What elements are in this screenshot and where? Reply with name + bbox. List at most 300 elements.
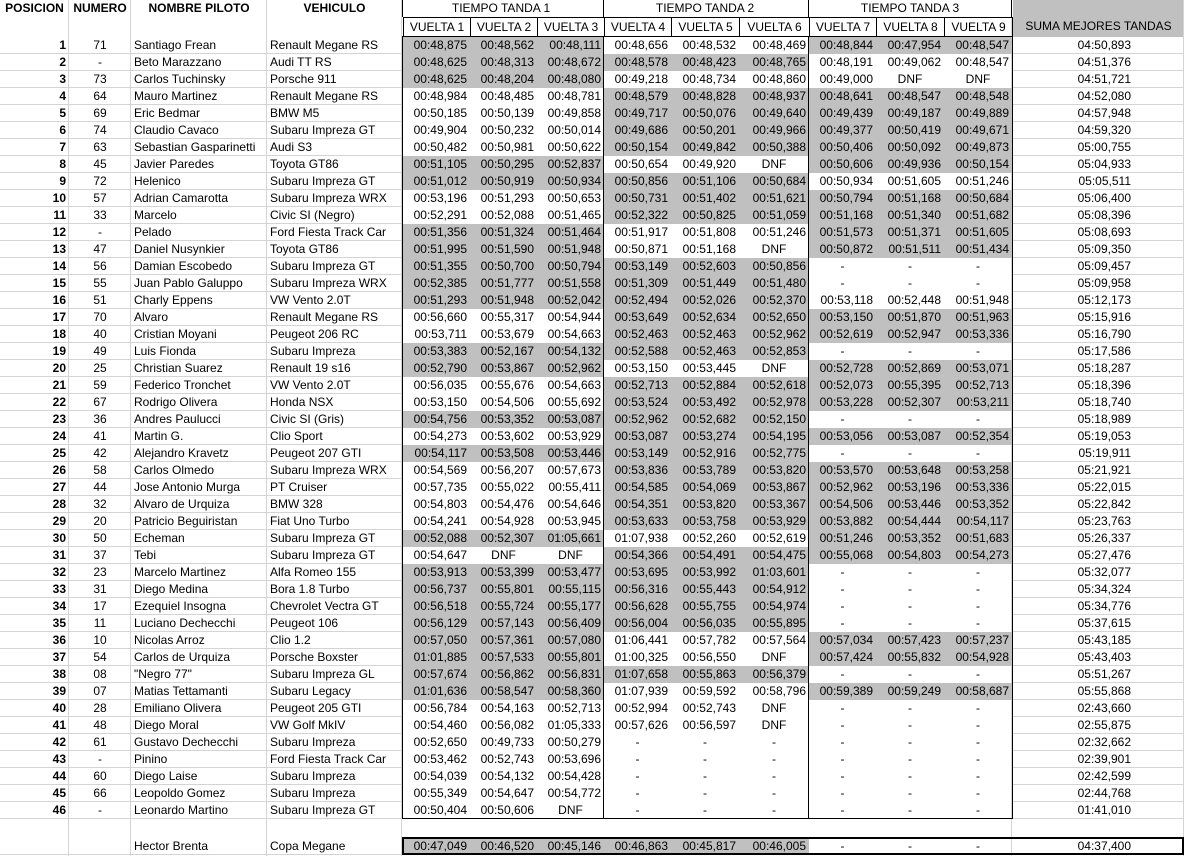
lap-time-cell: 00:52,962	[604, 411, 671, 428]
sum-best-cell: 05:22,015	[1077, 480, 1131, 494]
lap-time-cell: 00:51,464	[537, 224, 604, 241]
driver-name-cell: Beto Marazzano	[134, 55, 222, 69]
header-tanda-1: TIEMPO TANDA 1	[451, 1, 551, 15]
lap-time-cell: 00:53,820	[739, 462, 809, 479]
lap-time-cell: 00:53,789	[671, 462, 739, 479]
lap-time-cell: 00:51,356	[403, 224, 470, 241]
lap-time-cell: -	[772, 752, 776, 766]
number-cell: 55	[93, 276, 107, 290]
number-cell: 67	[93, 395, 107, 409]
number-cell: 07	[93, 684, 107, 698]
lap-time-cell: -	[976, 582, 980, 596]
lap-time-cell: -	[976, 769, 980, 783]
lap-time-cell: 00:50,185	[413, 106, 467, 120]
lap-time-cell: 00:52,650	[739, 309, 809, 326]
lap-time-cell: 00:53,367	[739, 496, 809, 513]
position-cell: 28	[52, 497, 66, 511]
header-numero: NUMERO	[73, 1, 127, 15]
lap-time-cell: 00:54,428	[547, 769, 601, 783]
lap-time-cell: 00:48,844	[809, 37, 876, 54]
lap-time-cell: 00:51,573	[809, 224, 876, 241]
lap-time-cell: 00:51,012	[403, 173, 470, 190]
position-cell: 5	[59, 106, 66, 120]
lap-time-cell: 00:49,062	[887, 55, 941, 69]
lap-time-cell: DNF	[558, 548, 583, 562]
sum-best-cell: 05:32,077	[1077, 565, 1131, 579]
header-vuelta-2: VUELTA 2	[470, 17, 538, 37]
lap-time-cell: 00:50,872	[809, 241, 876, 258]
lap-time-cell: 00:48,579	[604, 88, 671, 105]
number-cell: 08	[93, 667, 107, 681]
lap-time-cell: 00:48,548	[944, 88, 1012, 105]
lap-time-cell: -	[703, 735, 707, 749]
lap-time-cell: DNF	[761, 718, 787, 732]
lap-time-cell: 00:48,204	[470, 71, 537, 88]
position-cell: 33	[52, 582, 66, 596]
sum-best-cell: 05:08,693	[1077, 225, 1131, 239]
lap-time-cell: 00:53,211	[944, 394, 1012, 411]
driver-name-cell: Martin G.	[134, 429, 184, 443]
lap-time-cell: 00:53,711	[414, 327, 467, 341]
lap-time-cell: 00:51,324	[470, 224, 537, 241]
lap-time-cell: 00:48,578	[604, 54, 671, 71]
lap-time-cell: 01:06,441	[614, 633, 668, 647]
lap-time-cell: 00:49,686	[604, 122, 671, 139]
vehicle-cell: Renault 19 s16	[270, 361, 351, 375]
position-cell: 20	[52, 361, 66, 375]
number-cell: 44	[93, 480, 107, 494]
number-cell: 71	[93, 38, 107, 52]
lap-time-cell: 00:54,928	[480, 514, 534, 528]
lap-time-cell: 00:53,945	[547, 514, 601, 528]
lap-time-cell: -	[908, 769, 912, 783]
lap-time-cell: 00:48,423	[671, 54, 739, 71]
lap-time-cell: 00:51,246	[809, 530, 876, 547]
lap-time-cell: 00:53,336	[944, 479, 1012, 496]
lap-time-cell: 00:52,728	[809, 360, 876, 377]
vehicle-cell: VW Golf MkIV	[270, 718, 346, 732]
lap-time-cell: -	[908, 565, 912, 579]
lap-time-cell: 00:53,649	[604, 309, 671, 326]
vehicle-cell: Subaru Impreza GL	[270, 667, 375, 681]
lap-time-cell: 00:56,129	[403, 615, 470, 632]
lap-time-cell: -	[908, 616, 912, 630]
lap-time-cell: 00:52,962	[809, 479, 876, 496]
vehicle-cell: Alfa Romeo 155	[270, 565, 357, 579]
lap-time-cell: 00:53,150	[809, 309, 876, 326]
header-vuelta-6: VUELTA 6	[739, 17, 810, 37]
position-cell: 36	[52, 633, 66, 647]
lap-time-cell: -	[840, 412, 845, 426]
lap-time-cell: 00:54,646	[547, 497, 601, 511]
position-cell: 2	[59, 55, 66, 69]
lap-time-cell: 00:52,307	[876, 394, 944, 411]
lap-time-cell: 00:52,619	[752, 531, 806, 545]
vehicle-cell: Subaru Impreza WRX	[270, 276, 387, 290]
lap-time-cell: 00:48,547	[944, 37, 1012, 54]
lap-time-cell: 00:54,039	[413, 769, 467, 783]
lap-time-cell: 00:50,794	[537, 258, 604, 275]
sum-best-cell: 05:09,457	[1077, 259, 1131, 273]
lap-time-cell: 00:50,794	[809, 190, 876, 207]
number-cell: 32	[93, 497, 107, 511]
lap-time-cell: 00:54,117	[403, 445, 470, 462]
lap-time-cell: 00:53,056	[809, 428, 876, 445]
vehicle-cell: Porsche 911	[270, 72, 337, 86]
lap-time-cell: 00:50,295	[470, 156, 537, 173]
lap-time-cell: 00:46,863	[604, 838, 671, 855]
lap-time-cell: 00:49,187	[876, 105, 944, 122]
vehicle-cell: Peugeot 206 RC	[270, 327, 359, 341]
lap-time-cell: 00:54,475	[739, 547, 809, 564]
lap-time-cell: -	[840, 701, 845, 715]
position-cell: 40	[52, 701, 66, 715]
sum-best-cell: 05:23,763	[1077, 514, 1131, 528]
number-cell: 41	[93, 429, 107, 443]
driver-name-cell: Diego Moral	[134, 718, 199, 732]
lap-time-cell: -	[908, 786, 912, 800]
lap-time-cell: 00:50,919	[470, 173, 537, 190]
lap-time-cell: 00:49,873	[944, 139, 1012, 156]
lap-time-cell: 00:52,713	[547, 701, 601, 715]
sum-best-cell: 05:34,324	[1077, 582, 1131, 596]
number-cell: -	[98, 55, 102, 69]
lap-time-cell: 00:48,984	[413, 89, 467, 103]
lap-time-cell: 00:49,733	[480, 735, 534, 749]
lap-time-cell: 00:57,361	[470, 632, 537, 649]
lap-time-cell: 00:51,808	[682, 225, 736, 239]
lap-time-cell: 00:55,349	[413, 786, 467, 800]
lap-time-cell: 00:51,340	[876, 207, 944, 224]
lap-time-cell: DNF	[897, 72, 923, 86]
lap-time-cell: -	[840, 446, 845, 460]
lap-time-cell: 00:51,105	[403, 156, 470, 173]
position-cell: 25	[52, 446, 66, 460]
lap-time-cell: 00:53,867	[739, 479, 809, 496]
lap-time-cell: -	[976, 701, 980, 715]
lap-time-cell: DNF	[965, 72, 991, 86]
lap-time-cell: 00:53,758	[671, 513, 739, 530]
vehicle-cell: Renault Megane RS	[270, 89, 379, 103]
position-cell: 9	[59, 174, 66, 188]
lap-time-cell: 00:55,115	[537, 581, 604, 598]
lap-time-cell: -	[908, 259, 912, 273]
lap-time-cell: 00:52,088	[480, 208, 534, 222]
vehicle-cell: Subaru Impreza WRX	[270, 463, 387, 477]
sum-best-cell: 05:09,958	[1077, 276, 1131, 290]
lap-time-cell: 00:52,448	[887, 293, 941, 307]
lap-time-cell: 00:53,196	[413, 191, 467, 205]
lap-time-cell: 00:58,796	[752, 684, 806, 698]
lap-time-cell: 00:50,279	[547, 735, 601, 749]
vehicle-cell: Subaru Impreza GT	[270, 803, 376, 817]
sum-best-cell: 05:18,989	[1077, 412, 1131, 426]
lap-time-cell: 00:54,476	[480, 497, 534, 511]
lap-time-cell: 00:50,076	[671, 105, 739, 122]
lap-time-cell: 00:48,625	[403, 71, 470, 88]
sum-best-cell: 04:51,376	[1077, 55, 1131, 69]
lap-time-cell: 00:55,724	[470, 598, 537, 615]
sum-best-cell: 05:19,053	[1077, 429, 1131, 443]
lap-time-cell: 00:51,059	[739, 207, 809, 224]
lap-time-cell: 00:53,648	[876, 462, 944, 479]
lap-time-cell: 00:56,082	[480, 718, 534, 732]
lap-time-cell: 00:48,781	[547, 89, 601, 103]
lap-time-cell: 00:54,663	[547, 327, 601, 341]
lap-time-cell: 00:55,895	[739, 615, 809, 632]
lap-time-cell: 00:52,713	[604, 377, 671, 394]
lap-time-cell: -	[908, 667, 912, 681]
lap-time-cell: 00:52,962	[739, 326, 809, 343]
lap-time-cell: 00:57,735	[413, 480, 467, 494]
number-cell: 36	[93, 412, 107, 426]
sum-best-cell: 05:16,790	[1077, 327, 1131, 341]
lap-time-cell: 00:53,445	[682, 361, 736, 375]
lap-time-cell: 00:45,817	[671, 838, 739, 855]
lap-time-cell: DNF	[761, 361, 787, 375]
lap-time-cell: 00:52,994	[614, 701, 668, 715]
lap-time-cell: 00:55,022	[480, 480, 534, 494]
number-cell: 31	[93, 582, 107, 596]
lap-time-cell: 00:54,944	[547, 310, 601, 324]
lap-time-cell: 00:51,917	[614, 225, 668, 239]
lap-time-cell: 00:53,929	[547, 429, 601, 443]
number-cell: 70	[93, 310, 107, 324]
lap-time-cell: 00:54,366	[604, 547, 671, 564]
sum-best-cell: 05:04,933	[1077, 157, 1131, 171]
driver-name-cell: Carlos Tuchinsky	[134, 72, 226, 86]
driver-name-cell: Tebi	[134, 548, 157, 562]
position-cell: 18	[52, 327, 66, 341]
vehicle-cell: Renault Megane RS	[270, 38, 379, 52]
lap-time-cell: -	[976, 667, 980, 681]
lap-time-cell: 00:50,622	[547, 140, 601, 154]
vehicle-cell: VW Vento 2.0T	[270, 378, 351, 392]
lap-time-cell: 00:55,411	[548, 480, 601, 494]
lap-time-cell: 00:53,508	[470, 445, 537, 462]
lap-time-cell: 00:52,618	[739, 377, 809, 394]
lap-time-cell: 00:56,379	[739, 666, 809, 683]
lap-time-cell: 00:50,482	[413, 140, 467, 154]
lap-time-cell: 00:59,249	[876, 683, 944, 700]
lap-time-cell: 00:49,858	[547, 106, 601, 120]
lap-time-cell: 00:55,068	[809, 547, 876, 564]
position-cell: 15	[52, 276, 66, 290]
lap-time-cell: 00:53,336	[944, 326, 1012, 343]
sum-best-cell: 02:42,599	[1077, 769, 1131, 783]
lap-time-cell: -	[840, 786, 845, 800]
lap-time-cell: -	[976, 565, 980, 579]
sum-best-cell: 05:18,740	[1077, 395, 1131, 409]
lap-time-cell: 00:53,836	[604, 462, 671, 479]
position-cell: 41	[52, 718, 66, 732]
lap-time-cell: 00:56,035	[413, 378, 467, 392]
driver-name-cell: Santiago Frean	[134, 38, 217, 52]
position-cell: 45	[52, 786, 66, 800]
lap-time-cell: -	[976, 718, 980, 732]
lap-time-cell: 00:53,118	[820, 293, 873, 307]
lap-time-cell: 00:51,246	[752, 225, 806, 239]
lap-time-cell: 00:53,446	[876, 496, 944, 513]
lap-time-cell: 00:52,167	[470, 343, 537, 360]
lap-time-cell: -	[976, 735, 980, 749]
driver-name-cell: Alejandro Kravetz	[134, 446, 229, 460]
lap-time-cell: 00:54,132	[480, 769, 534, 783]
driver-name-cell: Christian Suarez	[134, 361, 223, 375]
vehicle-cell: Toyota GT86	[270, 157, 339, 171]
header-vuelta-5: VUELTA 5	[671, 17, 740, 37]
position-cell: 13	[52, 242, 66, 256]
vehicle-cell: Subaru Impreza	[270, 344, 356, 358]
lap-time-cell: -	[635, 803, 640, 817]
lap-time-cell: 00:48,765	[739, 54, 809, 71]
driver-name-cell: Helenico	[134, 174, 181, 188]
vehicle-cell: Subaru Legacy	[270, 684, 351, 698]
vehicle-cell: BMW 328	[270, 497, 323, 511]
lap-time-cell: 00:56,518	[403, 598, 470, 615]
number-cell: 48	[93, 718, 107, 732]
lap-time-cell: 00:54,273	[413, 429, 467, 443]
sum-best-cell: 04:59,320	[1077, 123, 1131, 137]
header-vuelta-1: VUELTA 1	[403, 17, 471, 37]
driver-name-cell: Javier Paredes	[134, 157, 215, 171]
lap-time-cell: 00:50,856	[739, 258, 809, 275]
lap-time-cell: 00:51,465	[547, 208, 601, 222]
lap-time-cell: 00:53,867	[470, 360, 537, 377]
number-cell: 25	[93, 361, 107, 375]
lap-time-cell: 00:53,820	[671, 496, 739, 513]
lap-time-cell: 00:48,485	[480, 89, 534, 103]
lap-time-cell: 00:51,605	[887, 174, 941, 188]
vehicle-cell: Clio 1.2	[270, 633, 311, 647]
lap-time-cell: 00:51,293	[403, 292, 470, 309]
position-cell: 11	[53, 208, 66, 222]
lap-time-cell: 00:53,992	[671, 564, 739, 581]
position-cell: 35	[52, 616, 66, 630]
lap-time-cell: -	[840, 599, 845, 613]
lap-time-cell: 00:52,073	[809, 377, 876, 394]
number-cell: 64	[93, 89, 107, 103]
lap-time-cell: 00:53,087	[604, 428, 671, 445]
driver-name-cell: Emiliano Olivera	[134, 701, 222, 715]
lap-time-cell: 00:51,309	[604, 275, 671, 292]
lap-time-cell: 00:50,934	[819, 174, 873, 188]
lap-time-cell: 00:52,260	[682, 531, 736, 545]
lap-time-cell: 00:54,132	[537, 343, 604, 360]
sum-best-cell: 05:09,350	[1077, 242, 1131, 256]
number-cell: 54	[93, 650, 107, 664]
lap-time-cell: -	[703, 803, 707, 817]
sum-best-cell: 05:19,911	[1078, 446, 1131, 460]
lap-time-cell: -	[840, 276, 845, 290]
lap-time-cell: 00:50,653	[547, 191, 601, 205]
sum-best-cell: 05:18,287	[1077, 361, 1131, 375]
number-cell: 45	[93, 157, 107, 171]
lap-time-cell: 00:48,672	[537, 54, 604, 71]
lap-time-cell: 00:53,399	[470, 564, 537, 581]
driver-name-cell: Patricio Beguiristan	[134, 514, 238, 528]
driver-name-cell: Leonardo Martino	[134, 803, 229, 817]
lap-time-cell: 00:56,035	[671, 615, 739, 632]
lap-time-cell: 00:52,385	[403, 275, 470, 292]
number-cell: -	[98, 803, 102, 817]
lap-time-cell: 00:51,480	[739, 275, 809, 292]
lap-time-cell: -	[840, 667, 845, 681]
lap-time-cell: 00:50,825	[671, 207, 739, 224]
lap-time-cell: 00:55,801	[470, 581, 537, 598]
number-cell	[69, 838, 131, 855]
sum-best-cell: 04:57,948	[1077, 106, 1131, 120]
lap-time-cell: 00:51,168	[809, 207, 876, 224]
lap-time-cell: 00:49,920	[682, 157, 736, 171]
vehicle-cell: Chevrolet Vectra GT	[270, 599, 379, 613]
lap-time-cell: 00:50,014	[547, 123, 601, 137]
header-vuelta-4: VUELTA 4	[604, 17, 672, 37]
driver-name-cell: Marcelo Martinez	[134, 565, 227, 579]
sum-best-cell: 05:05,511	[1078, 174, 1131, 188]
lap-time-cell: 00:56,207	[480, 463, 534, 477]
driver-name-cell: Diego Medina	[134, 582, 209, 596]
lap-time-cell: 00:53,695	[604, 564, 671, 581]
lap-time-cell: DNF	[558, 803, 583, 817]
lap-time-cell: 00:48,641	[809, 88, 876, 105]
lap-time-cell: 00:49,966	[739, 122, 809, 139]
lap-time-cell: 00:47,954	[876, 37, 944, 54]
vehicle-cell: Copa Megane	[270, 839, 346, 853]
lap-time-cell: 00:47,049	[403, 838, 470, 855]
lap-time-cell: 00:51,293	[480, 191, 534, 205]
lap-time-cell: 00:50,154	[604, 139, 671, 156]
position-cell: 19	[52, 344, 66, 358]
driver-name-cell: Eric Bedmar	[134, 106, 201, 120]
number-cell: 11	[93, 616, 107, 630]
sum-best-cell: 02:39,901	[1077, 752, 1131, 766]
lap-time-cell: 00:52,463	[671, 343, 739, 360]
lap-time-cell: 00:54,069	[671, 479, 739, 496]
lap-time-cell: 00:51,168	[682, 242, 736, 256]
lap-time-cell: 00:48,191	[819, 55, 873, 69]
lap-time-cell: 00:55,443	[671, 581, 739, 598]
lap-time-cell: 01:07,658	[604, 666, 671, 683]
driver-name-cell: "Negro 77"	[134, 667, 192, 681]
lap-time-cell: 00:55,692	[547, 395, 601, 409]
lap-time-cell: 00:55,317	[480, 310, 534, 324]
lap-time-cell: 00:50,654	[614, 157, 668, 171]
sum-best-cell: 04:50,893	[1077, 38, 1131, 52]
driver-name-cell: Leopoldo Gomez	[134, 786, 226, 800]
lap-time-cell: -	[908, 446, 912, 460]
number-cell: 66	[93, 786, 107, 800]
lap-time-cell: 01:05,661	[537, 530, 604, 547]
lap-time-cell: 00:57,782	[682, 633, 736, 647]
lap-time-cell: 00:52,307	[470, 530, 537, 547]
sum-best-cell: 05:34,776	[1077, 599, 1131, 613]
lap-time-cell: 00:54,444	[876, 513, 944, 530]
lap-time-cell: 00:54,163	[480, 701, 534, 715]
lap-time-cell: 00:52,962	[537, 360, 604, 377]
driver-name-cell: Nicolas Arroz	[134, 633, 205, 647]
lap-time-cell: -	[976, 752, 980, 766]
lap-time-cell: -	[908, 412, 912, 426]
lap-time-cell: 00:53,150	[413, 395, 467, 409]
lap-time-cell: 00:46,520	[470, 838, 537, 855]
lap-time-cell: -	[772, 786, 776, 800]
position-cell: 34	[52, 599, 66, 613]
vehicle-cell: PT Cruiser	[270, 480, 328, 494]
vehicle-cell: Subaru Impreza WRX	[270, 191, 387, 205]
sum-best-cell: 04:52,080	[1077, 89, 1131, 103]
lap-time-cell: 00:51,511	[876, 241, 944, 258]
